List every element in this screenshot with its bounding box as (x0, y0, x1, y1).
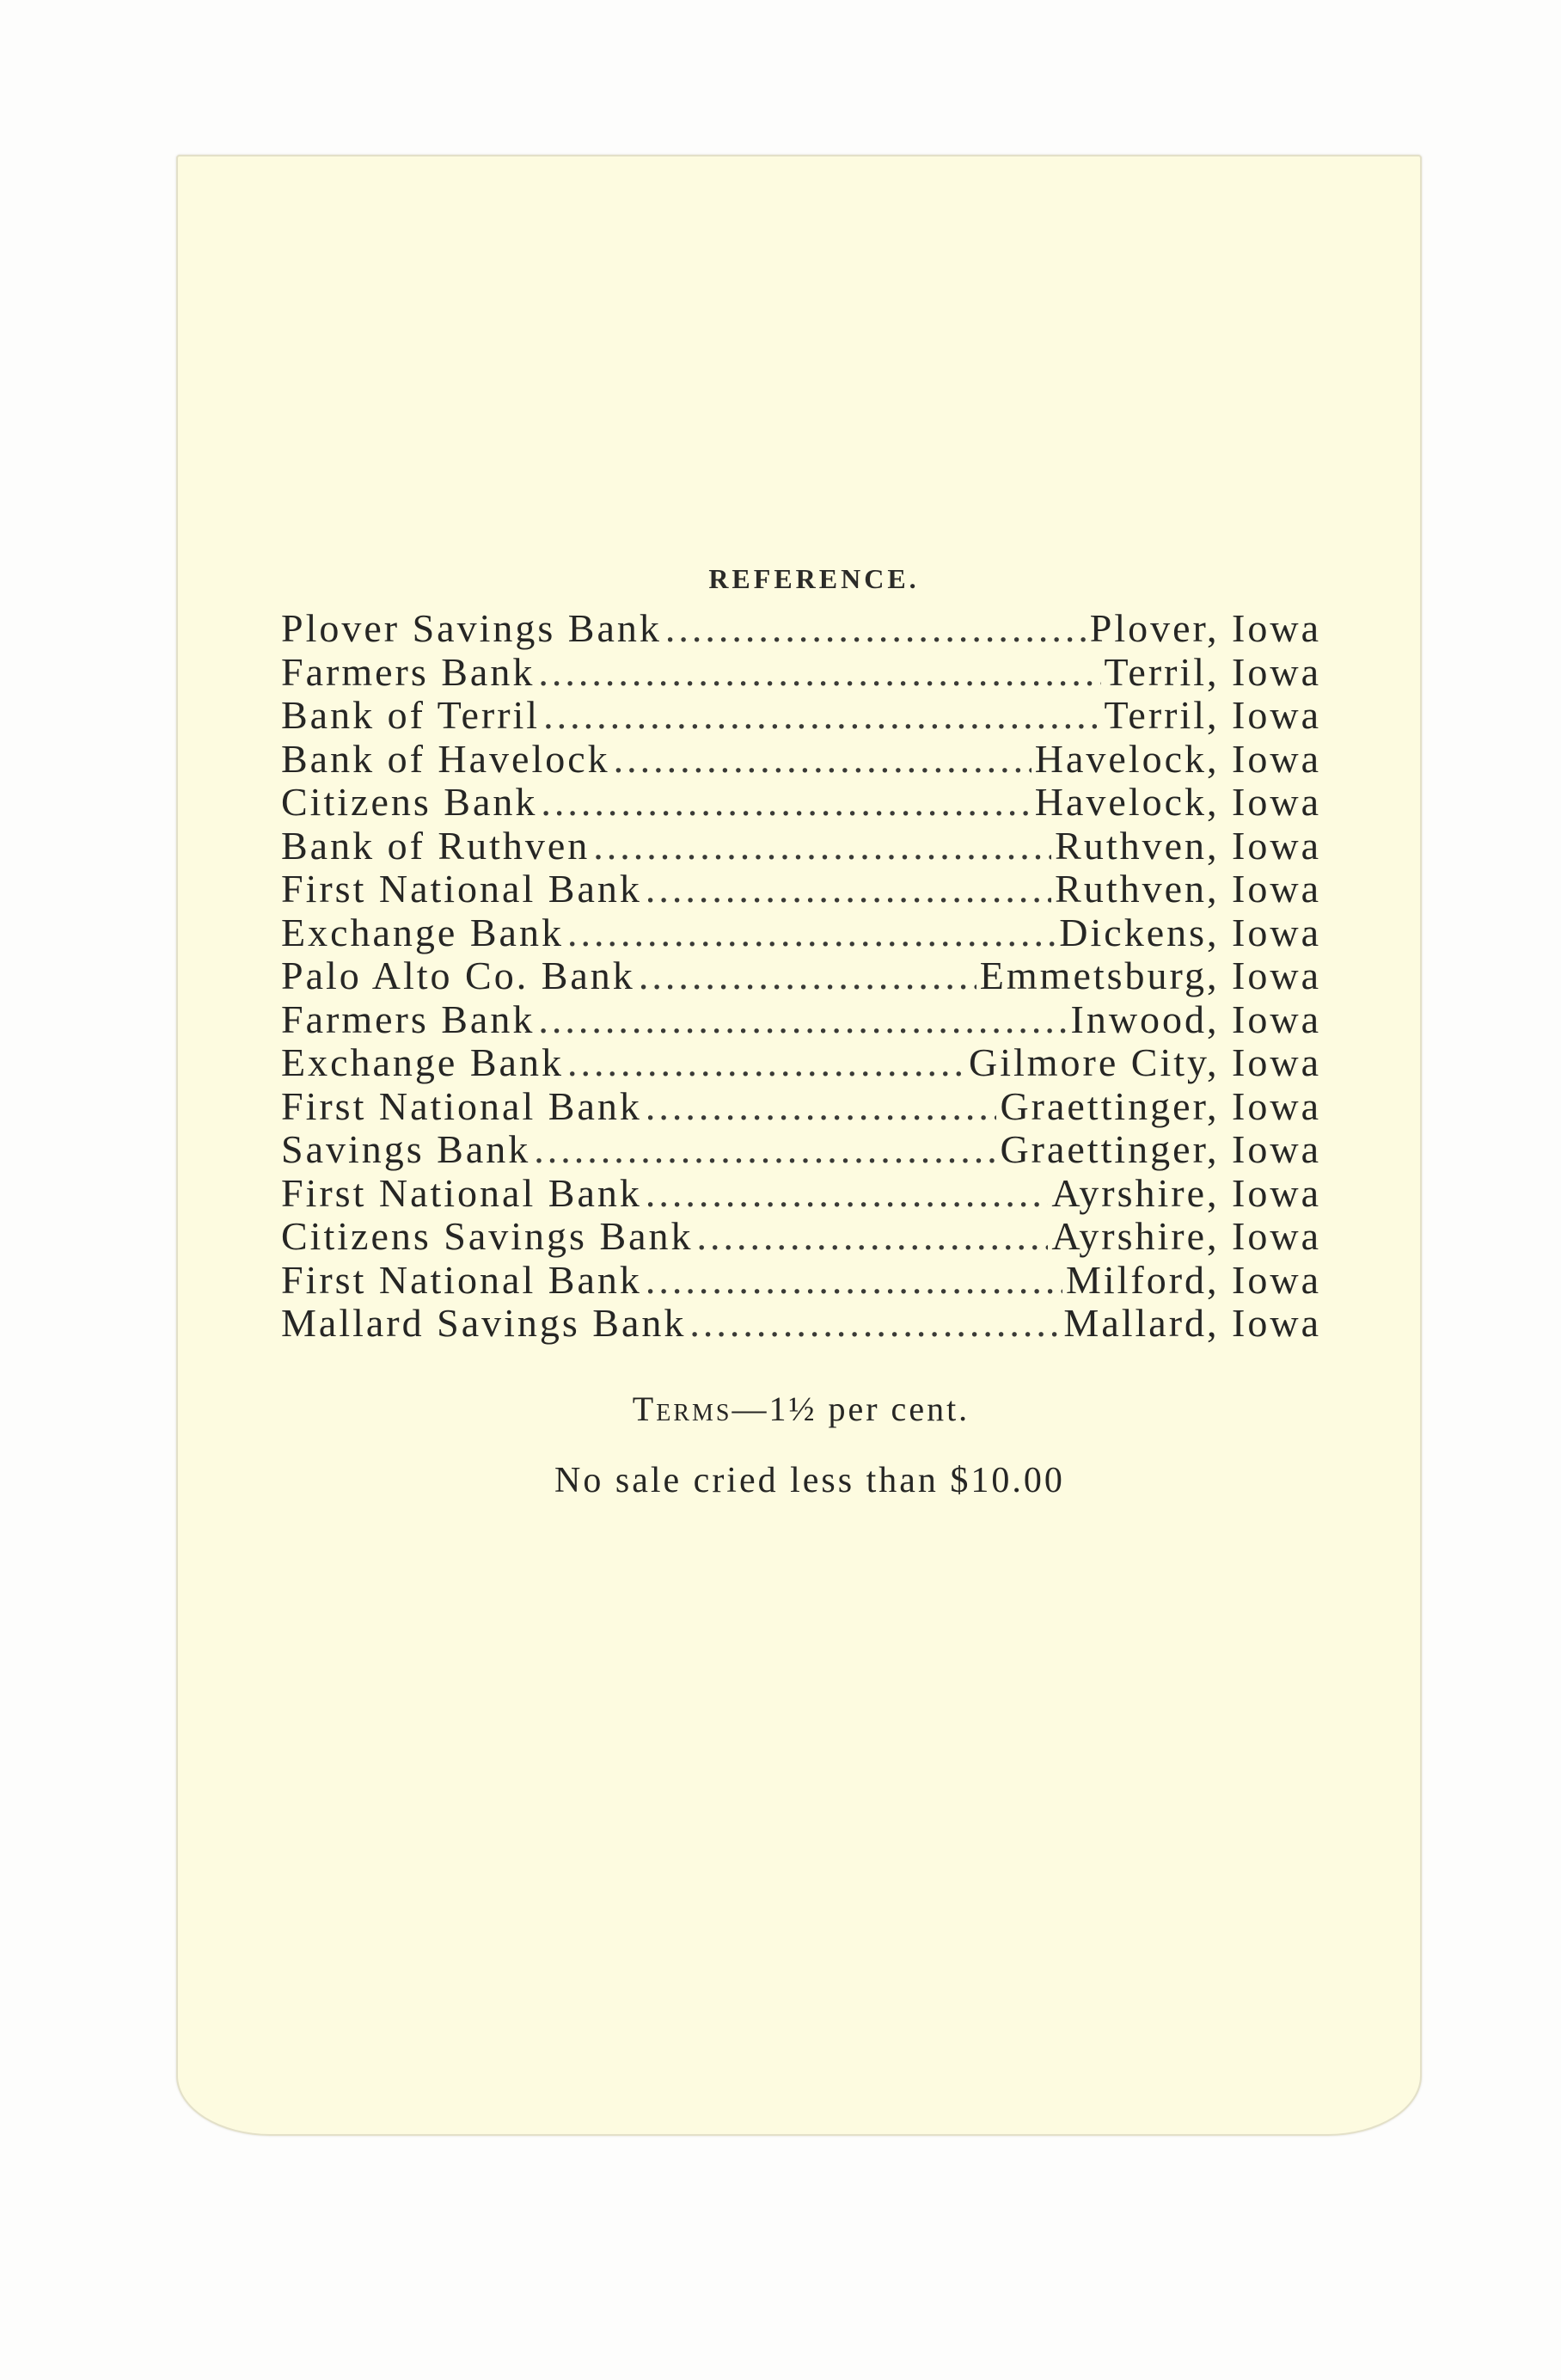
bank-name: Savings Bank (281, 1127, 531, 1171)
terms-text: —1½ per cent. (732, 1389, 970, 1428)
bank-name: Farmers Bank (281, 649, 536, 694)
bank-name: First National Bank (281, 867, 642, 911)
bank-name: First National Bank (281, 1083, 642, 1128)
bank-town: Mallard, Iowa (1063, 1301, 1321, 1345)
bank-town: Emmetsburg, Iowa (979, 954, 1321, 997)
bank-row (281, 692, 1321, 736)
bank-row (281, 866, 1321, 910)
bank-row (281, 736, 1321, 780)
dot-leader (697, 1213, 1049, 1259)
dot-leader (646, 1257, 1062, 1303)
bank-town: Havelock, Iowa (1034, 736, 1321, 781)
dot-leader (665, 605, 1087, 651)
dot-leader (538, 649, 1100, 695)
bank-row (281, 1126, 1321, 1170)
bank-name: Citizens Savings Bank (281, 1214, 694, 1258)
bank-town: Gilmore City, Iowa (968, 1040, 1321, 1084)
bank-row (281, 1170, 1321, 1214)
dot-leader (593, 823, 1051, 868)
dot-leader (639, 953, 976, 998)
bank-name: First National Bank (281, 1257, 642, 1302)
dot-leader (646, 866, 1051, 911)
bank-town: Plover, Iowa (1089, 606, 1321, 650)
dot-leader (543, 692, 1100, 738)
dot-leader (538, 997, 1067, 1042)
reference-heading: REFERENCE. (708, 563, 920, 594)
bank-row (281, 1213, 1321, 1257)
bank-name: Farmers Bank (281, 997, 536, 1041)
bank-name: Bank of Terril (281, 693, 541, 737)
bank-name: Mallard Savings Bank (281, 1301, 687, 1345)
bank-town: Milford, Iowa (1065, 1257, 1321, 1302)
bank-town: Dickens, Iowa (1059, 910, 1321, 954)
bank-row (281, 997, 1321, 1040)
bank-name: Exchange Bank (281, 1040, 564, 1084)
bank-row (281, 1083, 1321, 1127)
bank-row (281, 1300, 1321, 1344)
bank-name: First National Bank (281, 1170, 642, 1215)
dot-leader (614, 736, 1031, 782)
dot-leader (689, 1300, 1060, 1346)
bank-row (281, 1040, 1321, 1083)
bank-row (281, 779, 1321, 823)
bank-row (281, 823, 1321, 867)
bank-town: Ruthven, Iowa (1055, 823, 1321, 868)
bank-row (281, 605, 1321, 649)
bank-town: Inwood, Iowa (1070, 997, 1321, 1041)
bank-town: Ayrshire, Iowa (1051, 1170, 1321, 1215)
bank-town: Havelock, Iowa (1034, 780, 1321, 824)
dot-leader (534, 1126, 996, 1172)
terms-line (281, 1389, 1321, 1429)
bank-town: Ayrshire, Iowa (1051, 1214, 1321, 1258)
bank-row (281, 649, 1321, 693)
bank-name: Bank of Ruthven (281, 823, 591, 868)
bank-reference-list (281, 605, 1321, 1344)
bank-row (281, 953, 1321, 997)
bank-town: Ruthven, Iowa (1055, 867, 1321, 911)
dot-leader (646, 1170, 1048, 1216)
dot-leader (567, 910, 1056, 955)
bank-town: Graettinger, Iowa (1000, 1083, 1321, 1128)
card-content (281, 563, 1321, 1501)
terms-label: Terms (632, 1389, 732, 1428)
minimum-sale-note: No sale cried less than $10.00 (554, 1460, 1065, 1500)
bank-town: Terril, Iowa (1104, 693, 1321, 737)
dot-leader (567, 1040, 965, 1085)
bank-name: Palo Alto Co. Bank (281, 954, 635, 997)
bank-town: Terril, Iowa (1104, 649, 1321, 694)
bank-town: Graettinger, Iowa (1000, 1127, 1321, 1171)
bank-row (281, 1257, 1321, 1301)
dot-leader (541, 779, 1031, 825)
bank-name: Plover Savings Bank (281, 606, 662, 650)
bank-name: Citizens Bank (281, 780, 538, 824)
bank-name: Exchange Bank (281, 910, 564, 954)
bank-name: Bank of Havelock (281, 736, 610, 781)
dot-leader (646, 1083, 997, 1129)
bank-row (281, 910, 1321, 954)
